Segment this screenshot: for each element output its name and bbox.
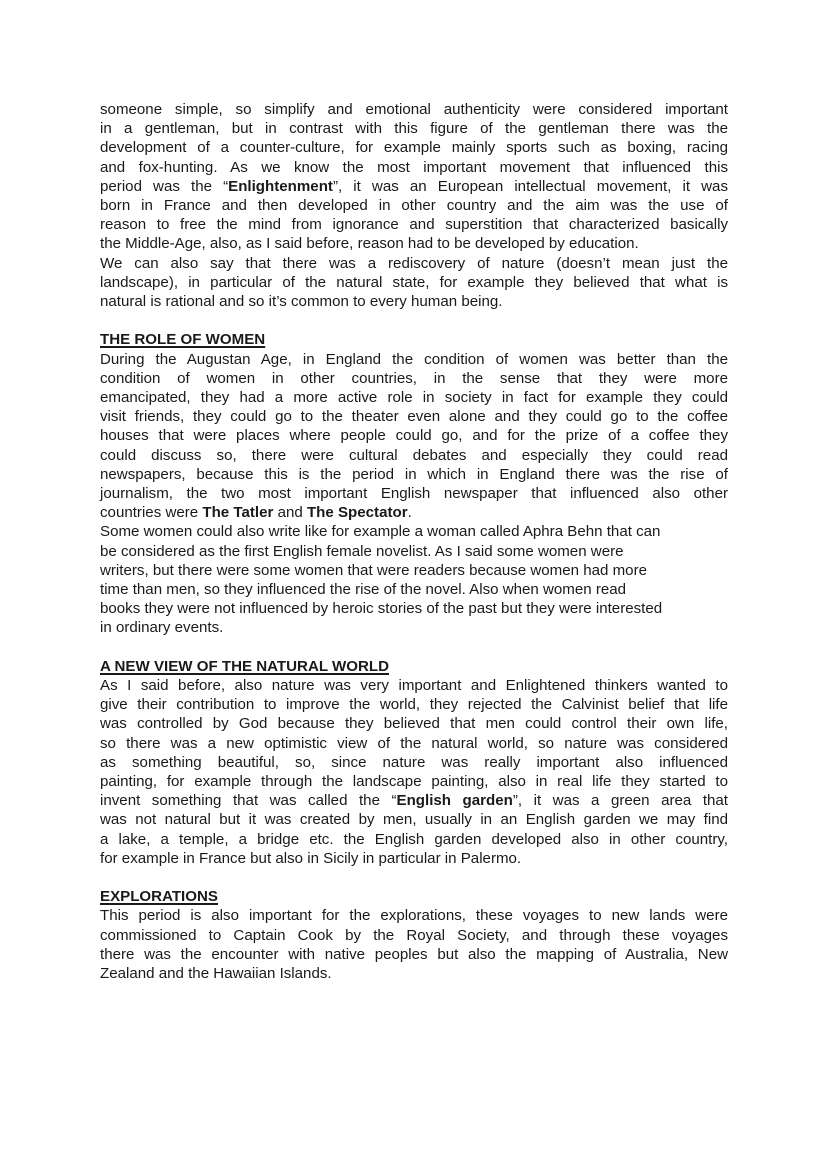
text-line: someone simple, so simplify and emotional authenticity were considered important xyxy=(100,101,728,118)
text-line: be considered as the first English female novelist. As I said some women were xyxy=(100,542,624,560)
text-run: ”, it was a green area that xyxy=(512,792,728,810)
section-heading: THE ROLE OF WOMEN xyxy=(100,331,266,349)
section-heading: EXPLORATIONS xyxy=(100,888,218,906)
text-line: painting, for example through the landscape painting, also in real life they started to xyxy=(100,773,728,791)
text-line: there was the encounter with native peoples but also the mapping of Australia, New xyxy=(100,945,728,963)
intro-paragraph xyxy=(100,100,728,311)
text-line: condition of women in other countries, in the sense that they were more xyxy=(100,369,728,387)
text-line: and fox-hunting. As we know the most important movement that influenced this xyxy=(100,158,728,176)
section-explorations xyxy=(100,887,728,983)
text-line: commissioned to Captain Cook by the Royal Society, and through these voyages xyxy=(100,926,728,944)
tatler-title: The Tatler xyxy=(202,504,274,522)
text-line: books they were not influenced by heroic stories of the past but they were interested xyxy=(100,600,663,618)
section-natural-world xyxy=(100,657,728,868)
text-line: houses that were places where people could go, and for the prize of a coffee they xyxy=(100,427,728,445)
text-line: writers, but there were some women that were readers because women had more xyxy=(100,561,647,579)
text-line: During the Augustan Age, in England the condition of women was better than the xyxy=(100,350,728,368)
text-line: a lake, a temple, a bridge etc. the English garden developed also in other country, xyxy=(100,830,728,848)
text-line: visit friends, they could go to the theater even alone and they could go to the coffee xyxy=(100,408,728,426)
text-line xyxy=(100,503,728,522)
text-line: development of a counter-culture, for example mainly sports such as boxing, racing xyxy=(100,139,728,157)
text-line: give their contribution to improve the world, they rejected the Calvinist belief that life xyxy=(100,696,728,714)
paragraph-gap xyxy=(100,638,728,657)
text-line: time than men, so they influenced the rise of the novel. Also when women read xyxy=(100,581,627,599)
text-line: Zealand and the Hawaiian Islands. xyxy=(100,965,332,983)
english-garden-term: English garden xyxy=(396,792,513,810)
text-line: We can also say that there was a rediscovery of nature (doesn’t mean just the xyxy=(100,254,728,272)
text-run: . xyxy=(407,504,412,522)
text-line: landscape), in particular of the natural state, for example they believed that what is xyxy=(100,273,728,291)
text-line: This period is also important for the explorations, these voyages to new lands were xyxy=(100,907,728,925)
text-line: natural is rational and so it’s common to every human being. xyxy=(100,293,503,311)
paragraph-gap xyxy=(100,311,728,330)
text-line: was not natural but it was created by men, usually in an English garden we may find xyxy=(100,811,728,829)
text-run: countries were xyxy=(100,504,203,522)
text-line: Some women could also write like for example a woman called Aphra Behn that can xyxy=(100,523,661,541)
text-line: reason to free the mind from ignorance and superstition that characterized basically xyxy=(100,216,728,234)
text-line: newspapers, because this is the period in which in England there was the rise of xyxy=(100,465,728,483)
section-heading: A NEW VIEW OF THE NATURAL WORLD xyxy=(100,657,389,675)
text-run: and xyxy=(273,504,307,522)
text-line: As I said before, also nature was very important and Enlightened thinkers wanted to xyxy=(100,677,728,695)
text-line: born in France and then developed in other country and the aim was the use of xyxy=(100,197,728,215)
text-line: for example in France but also in Sicily in particular in Palermo. xyxy=(100,849,522,867)
text-line xyxy=(100,791,728,810)
text-line: could discuss so, there were cultural debates and especially they could read xyxy=(100,446,728,464)
text-line: was controlled by God because they believed that men could control their own life, xyxy=(100,715,728,733)
paragraph-gap xyxy=(100,868,728,887)
text-line: in a gentleman, but in contrast with this figure of the gentleman there was the xyxy=(100,120,728,138)
text-line: emancipated, they had a more active role in society in fact for example they could xyxy=(100,389,728,407)
text-line: the Middle-Age, also, as I said before, reason had to be developed by education. xyxy=(100,235,639,253)
text-line: in ordinary events. xyxy=(100,619,224,637)
section-role-of-women xyxy=(100,330,728,637)
spectator-title: The Spectator xyxy=(306,504,408,522)
text-line: as something beautiful, so, since nature was really important also influenced xyxy=(100,753,728,771)
text-line: so there was a new optimistic view of the natural world, so nature was considered xyxy=(100,734,728,752)
text-line: journalism, the two most important English newspaper that influenced also other xyxy=(100,485,728,503)
enlightenment-term: Enlightenment xyxy=(228,177,333,195)
document-page xyxy=(100,100,728,983)
text-line xyxy=(100,177,728,196)
text-run: period was the “ xyxy=(100,177,229,195)
text-run: invent something that was called the “ xyxy=(100,792,397,810)
text-run: ”, it was an European intellectual movement, it was xyxy=(332,177,728,195)
